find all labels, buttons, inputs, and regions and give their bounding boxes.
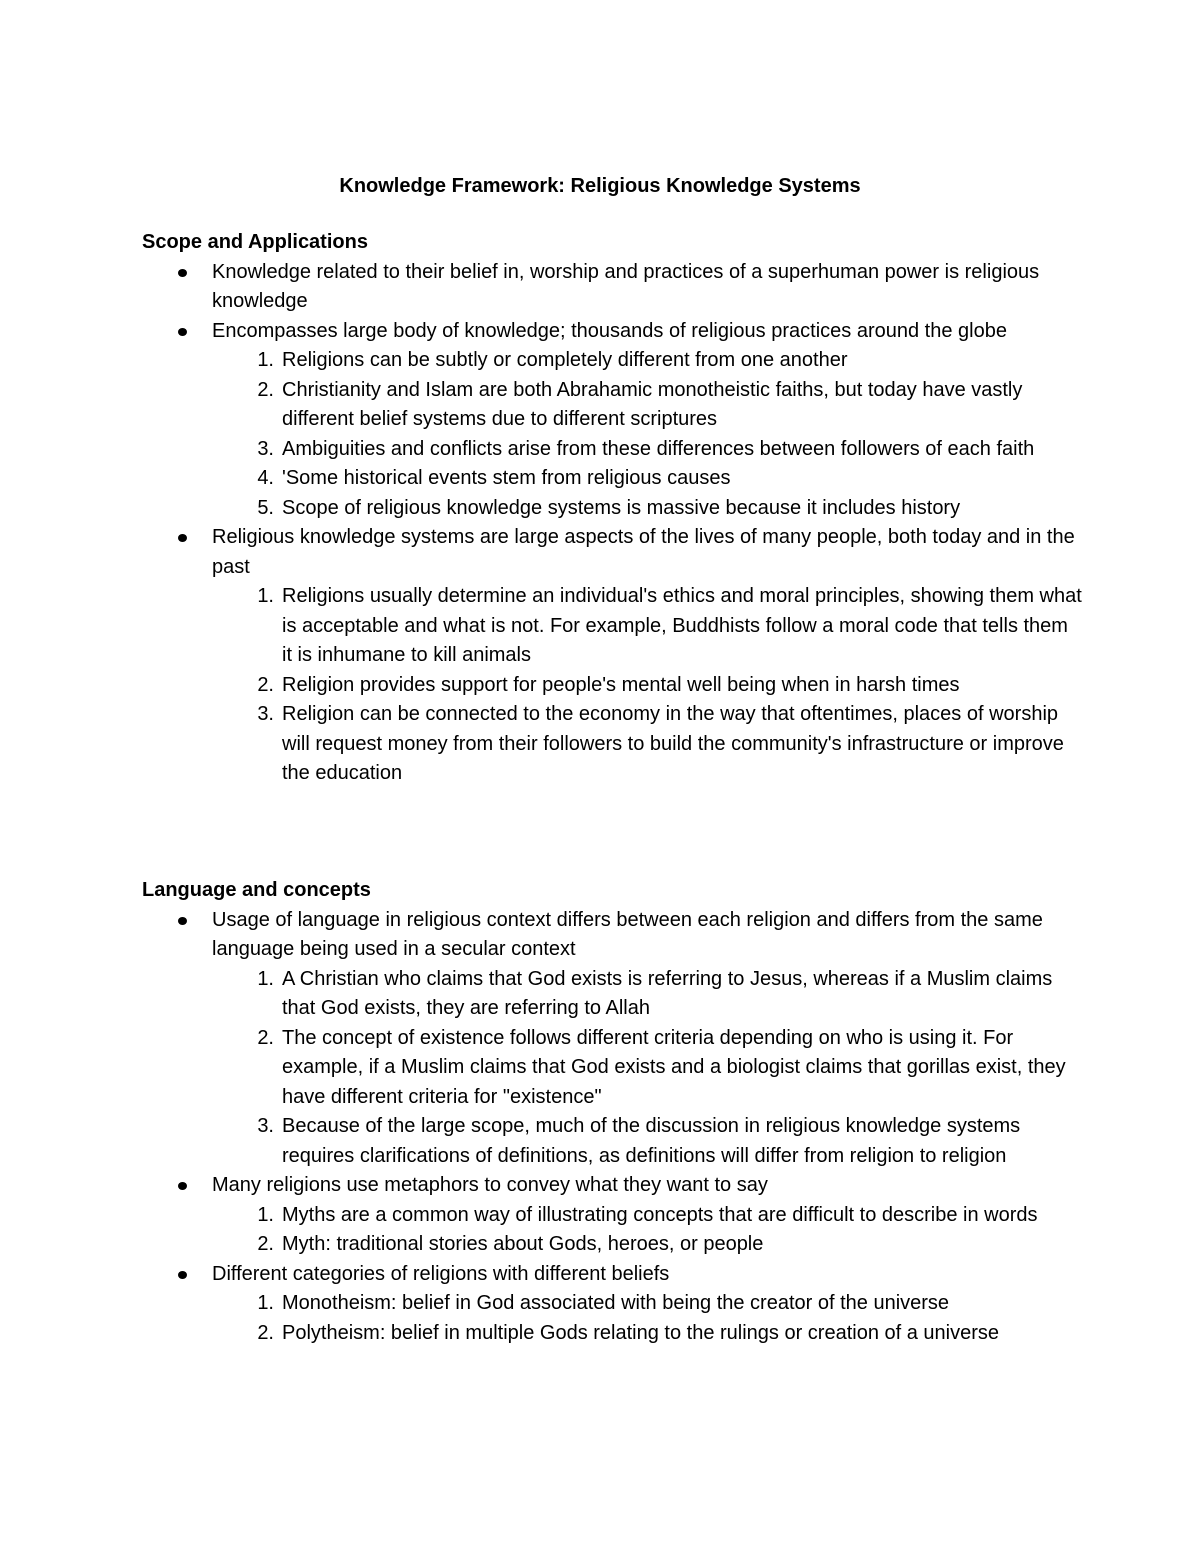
number-marker: 4. (257, 467, 274, 489)
bullet-text: Different categories of religions with different beliefs (212, 1262, 670, 1285)
bullet-text: Encompasses large body of knowledge; thousands of religious practices around the globe (212, 319, 1007, 342)
section-language-and-concepts (142, 876, 1082, 1348)
numbered-item (212, 1024, 1082, 1113)
numbered-item-text: Scope of religious knowledge systems is massive because it includes history (282, 496, 961, 519)
bullet-icon (178, 917, 187, 925)
bullet-icon (178, 534, 187, 542)
bullet-text: Religious knowledge systems are large aspects of the lives of many people, both today and in the past (212, 526, 1075, 578)
numbered-list (212, 346, 1082, 523)
number-marker: 2. (257, 378, 274, 401)
bullet-item (142, 1260, 1082, 1349)
numbered-item (212, 1319, 1082, 1349)
numbered-item-text: Myths are a common way of illustrating concepts that are difficult to describe in words (282, 1203, 1038, 1226)
bullet-text: Usage of language in religious context differs between each religion and differs from the same language being used in a secular context (212, 908, 1043, 960)
bullet-icon (178, 1182, 187, 1190)
bullet-item (142, 1171, 1082, 1260)
numbered-item (212, 494, 1082, 524)
document-title: Knowledge Framework: Religious Knowledge Systems (339, 175, 861, 197)
numbered-item (212, 1201, 1082, 1231)
number-marker: 1. (257, 1203, 274, 1226)
numbered-item (212, 582, 1082, 671)
bullet-item (142, 258, 1082, 317)
numbered-item-text: Christianity and Islam are both Abrahamic monotheistic faiths, but today have vastly different belief systems due to different scriptures (282, 378, 1023, 430)
numbered-item (212, 671, 1082, 701)
number-marker: 2. (257, 1321, 274, 1344)
numbered-item (212, 1289, 1082, 1319)
numbered-item-text: 'Some historical events stem from religious causes (282, 467, 731, 489)
section-heading: Language and concepts (142, 879, 371, 901)
numbered-item (212, 1230, 1082, 1260)
numbered-item (212, 464, 1082, 494)
number-marker: 5. (257, 496, 274, 519)
numbered-item (212, 1112, 1082, 1171)
number-marker: 1. (257, 1292, 274, 1314)
bullet-text: Many religions use metaphors to convey what they want to say (212, 1174, 768, 1196)
numbered-item (212, 435, 1082, 465)
bullet-text: Knowledge related to their belief in, worship and practices of a superhuman power is religious knowledge (212, 260, 1040, 312)
numbered-list (212, 1201, 1082, 1260)
number-marker: 1. (257, 967, 274, 990)
numbered-item-text: Monotheism: belief in God associated with being the creator of the universe (282, 1292, 950, 1314)
numbered-item-text: Polytheism: belief in multiple Gods relating to the rulings or creation of a universe (282, 1321, 1000, 1344)
numbered-item (212, 376, 1082, 435)
number-marker: 2. (257, 1026, 274, 1049)
number-marker: 1. (257, 349, 274, 371)
numbered-list (212, 582, 1082, 789)
bullet-list (142, 906, 1082, 1349)
numbered-item-text: Religion provides support for people's mental well being when in harsh times (282, 673, 960, 696)
numbered-item-text: Religions can be subtly or completely different from one another (282, 349, 848, 371)
number-marker: 1. (257, 585, 274, 607)
numbered-item (212, 346, 1082, 376)
bullet-icon (178, 1271, 187, 1279)
number-marker: 3. (257, 703, 274, 725)
bullet-list (142, 258, 1082, 789)
bullet-item (142, 317, 1082, 524)
numbered-item-text: Myth: traditional stories about Gods, heroes, or people (282, 1233, 764, 1255)
bullet-item (142, 906, 1082, 1172)
number-marker: 3. (257, 1115, 274, 1137)
numbered-item-text: The concept of existence follows different criteria depending on who is using it. For example, if a Muslim claims that God exists and a biologist claims that gorillas exist, they have different criteria for "existence" (282, 1026, 1066, 1108)
bullet-icon (178, 269, 187, 277)
numbered-item (212, 700, 1082, 789)
numbered-item-text: Religion can be connected to the economy in the way that oftentimes, places of worship will request money from their followers to build the community's infrastructure or improve the education (282, 703, 1064, 784)
section-heading: Scope and Applications (142, 231, 368, 253)
numbered-item-text: Religions usually determine an individual's ethics and moral principles, showing them what is acceptable and what is not. For example, Buddhists follow a moral code that tells them it is inhumane to kill animals (282, 585, 1082, 666)
number-marker: 2. (257, 1233, 274, 1255)
bullet-icon (178, 328, 187, 336)
section-scope-and-applications (142, 228, 1082, 789)
numbered-item-text: Ambiguities and conflicts arise from these differences between followers of each faith (282, 437, 1035, 460)
number-marker: 2. (257, 673, 274, 696)
bullet-item (142, 523, 1082, 789)
numbered-list (212, 965, 1082, 1172)
numbered-item-text: Because of the large scope, much of the discussion in religious knowledge systems requires clarifications of definitions, as definitions will differ from religion to religion (282, 1115, 1021, 1167)
numbered-item-text: A Christian who claims that God exists is referring to Jesus, whereas if a Muslim claims that God exists, they are referring to Allah (282, 967, 1053, 1019)
number-marker: 3. (257, 437, 274, 460)
numbered-item (212, 965, 1082, 1024)
numbered-list (212, 1289, 1082, 1348)
